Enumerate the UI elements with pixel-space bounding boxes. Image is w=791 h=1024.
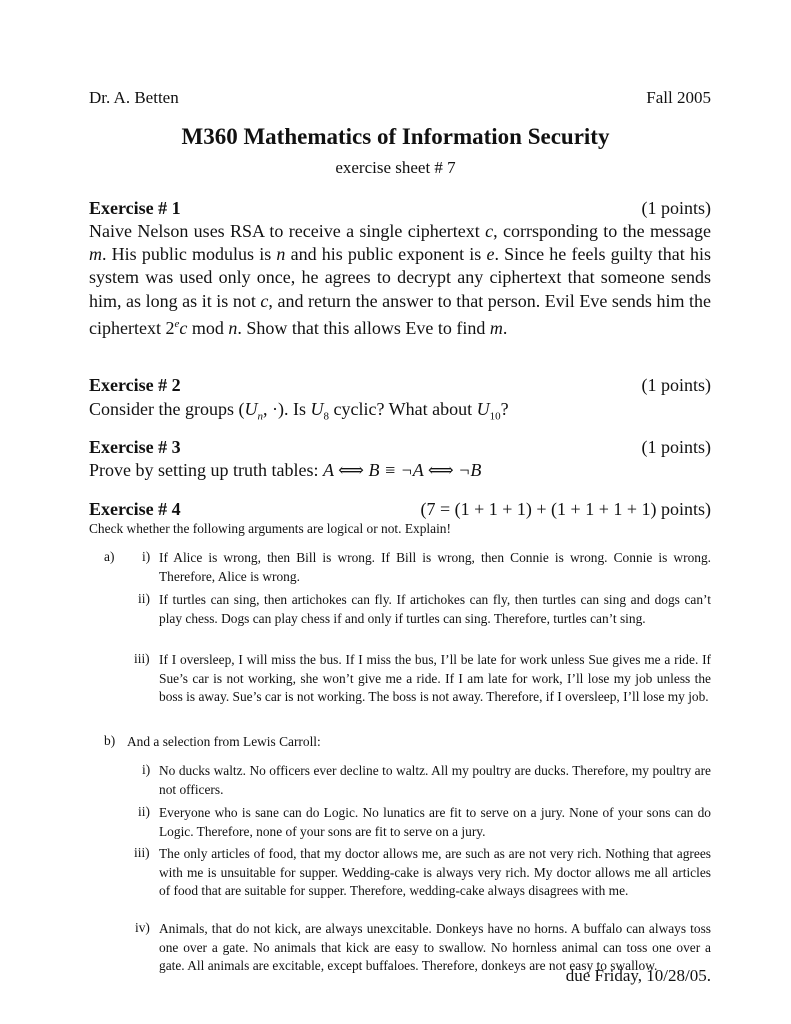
term-label: Fall 2005 — [646, 88, 711, 107]
exercise-3-heading: Exercise # 3 — [89, 437, 181, 457]
exercise-4-heading: Exercise # 4 — [89, 499, 181, 519]
exercise-1-points: (1 points) — [641, 198, 711, 218]
part-a-label: a) — [104, 549, 115, 564]
truth-table-formula: A ⟺ B ≡ ¬A ⟺ ¬B — [322, 460, 482, 480]
page-subtitle: exercise sheet # 7 — [335, 158, 456, 177]
part-b-item-text: The only articles of food, that my doctor allows me, are such as are not very rich. Nothing that agrees with me is unsuitable for supper. Wedding-cake is always very rich. My doctor allows me all articles of food that are suitable for supper. Therefore, wedding-cake always disagrees with me. — [159, 846, 711, 898]
part-b-item-text: No ducks waltz. No officers ever decline to waltz. All my poultry are ducks. Therefore, my poultry are not officers. — [159, 763, 711, 797]
exercise-4-points: (7 = (1 + 1 + 1) + (1 + 1 + 1 + 1) points) — [420, 499, 711, 519]
part-a-item-text: If I oversleep, I will miss the bus. If I miss the bus, I’ll be late for work unless Sue gives me a ride. If Sue’s car is not working, she won’t give me a ride. If I am late for work, I’ll lose my job unless the boss is away. Sue’s car is not working. The boss is not away. Therefore, if I oversleep, I’ll lose my job. — [159, 652, 711, 704]
part-a-item-label: iii) — [134, 651, 150, 666]
exercise-2-text: Consider the groups ($U_n$, ·). Is $U_8$ cyclic? What about $U_{10}$? — [89, 399, 509, 423]
exercise-4-intro: Check whether the following arguments are logical or not. Explain! — [89, 521, 451, 536]
part-b-item-text: Everyone who is sane can do Logic. No lunatics are fit to serve on a jury. None of your sons can do Logic. Therefore, none of your sons are fit to serve on a jury. — [159, 805, 711, 839]
due-date: due Friday, 10/28/05. — [565, 966, 711, 985]
exercise-2-points: (1 points) — [641, 375, 711, 395]
exercise-3-points: (1 points) — [641, 437, 711, 457]
part-b-label: b) — [104, 733, 116, 748]
part-b-item-label: i) — [142, 762, 151, 777]
part-b-intro: And a selection from Lewis Carroll: — [127, 734, 321, 749]
exercise-1-text: Naive Nelson uses RSA to receive a single ciphertext c, corrsponding to the message m. His public modulus is n and his public exponent is e. Since he feels guilty that his system was used only once, he agrees to decrypt any ciphertext that someone sends him, as long as it is not c, and return the answer to that person. Evil Eve sends him the ciphertext 2ec mod n. Show that this allows Eve to find m. — [89, 221, 712, 338]
part-b-item-text: Animals, that do not kick, are always unexcitable. Donkeys have no horns. A buffalo can always toss one over a gate. No animals that kick are easy to swallow. No hornless animal can toss one over a gate. All animals are excitable, except buffaloes. Therefore, donkeys are not easy to swallow. — [159, 921, 711, 973]
exercise-1-heading: Exercise # 1 — [89, 198, 181, 218]
part-a-item-text: If Alice is wrong, then Bill is wrong. If Bill is wrong, then Connie is wrong. Connie is wrong. Therefore, Alice is wrong. — [159, 550, 711, 584]
exercise-2-heading: Exercise # 2 — [89, 375, 181, 395]
part-b-item-label: iii) — [134, 845, 150, 860]
page-title: M360 Mathematics of Information Security — [181, 124, 610, 149]
part-a-item-text: If turtles can sing, then artichokes can fly. If artichokes can fly, then turtles can sing and dogs can’t play chess. Dogs can play chess if and only if turtles can sing. Therefore, turtles can’t sing. — [159, 592, 711, 626]
part-b-item-label: ii) — [138, 804, 150, 819]
part-a-item-label: i) — [142, 549, 151, 564]
instructor-name: Dr. A. Betten — [89, 88, 179, 107]
exercise-3-text: Prove by setting up truth tables: A ⟺ B ≡ ¬A ⟺ ¬B — [89, 460, 482, 480]
part-a-item-label: ii) — [138, 591, 150, 606]
part-b-item-label: iv) — [135, 920, 150, 935]
